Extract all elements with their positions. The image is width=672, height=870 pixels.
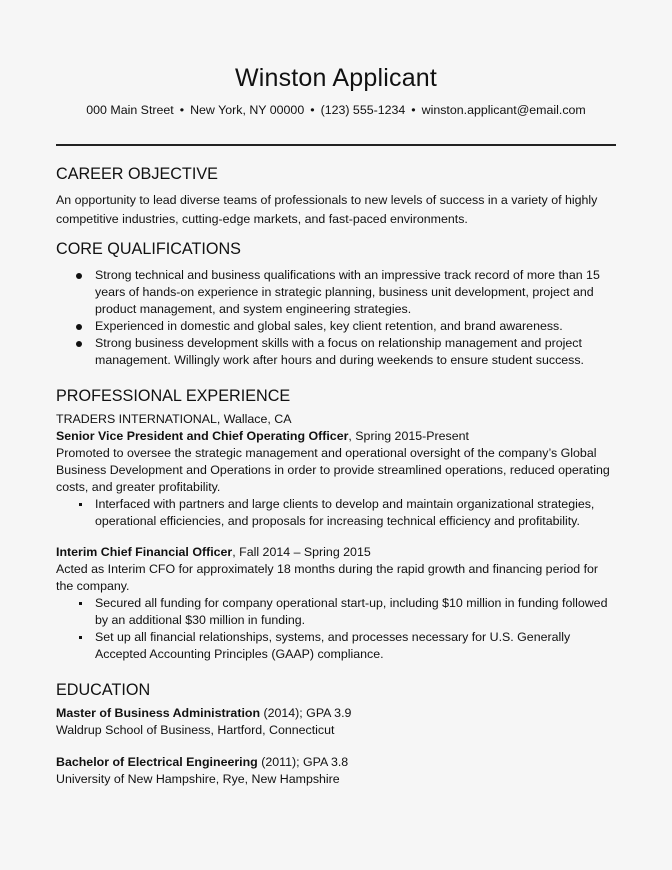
role-dates: , Fall 2014 – Spring 2015 <box>232 545 371 559</box>
degree-details: (2011); GPA 3.8 <box>257 755 349 769</box>
contact-line <box>0 103 672 117</box>
role-entry <box>56 544 618 663</box>
section-heading: CAREER OBJECTIVE <box>56 165 218 183</box>
company-line: TRADERS INTERNATIONAL, Wallace, CA <box>56 412 292 426</box>
contact-street: 000 Main Street <box>86 103 174 117</box>
contact-email: winston.applicant@email.com <box>421 103 586 117</box>
professional-experience-section <box>56 385 618 663</box>
qualifications-list <box>56 267 618 369</box>
role-summary: Acted as Interim CFO for approximately 18 months during the rapid growth and financing period for the company. <box>56 562 599 593</box>
role-title: Senior Vice President and Chief Operating Officer <box>56 429 349 443</box>
role-summary: Promoted to oversee the strategic management and operational oversight of the company’s Global Business Development and Operations in order to provide streamlined operations, reduced operating costs, and greater profitability. <box>56 446 610 494</box>
role-dates: , Spring 2015-Present <box>348 429 469 443</box>
degree-name: Master of Business Administration <box>56 706 261 720</box>
degree-entry <box>56 705 618 739</box>
role-bullets <box>56 496 618 530</box>
header-divider <box>56 144 616 146</box>
list-item: Experienced in domestic and global sales, key client retention, and brand awareness. <box>56 318 618 335</box>
school-line: University of New Hampshire, Rye, New Hampshire <box>56 772 340 786</box>
degree-line <box>56 705 618 722</box>
degree-entry <box>56 754 618 788</box>
list-item: Strong technical and business qualifications with an impressive track record of more than 15 years of hands-on experience in strategic planning, business unit development, project and product management, and system engineering strategies. <box>56 267 618 318</box>
degree-details: (2014); GPA 3.9 <box>260 706 352 720</box>
list-item: Interfaced with partners and large clients to develop and maintain organizational strategies, operational efficiencies, and proposals for increasing technical efficiency and profitability. <box>56 496 618 530</box>
contact-separator: • <box>411 103 416 117</box>
contact-separator: • <box>310 103 315 117</box>
role-bullets <box>56 595 618 663</box>
list-item: Set up all financial relationships, systems, and processes necessary for U.S. Generally Accepted Accounting Principles (GAAP) compliance. <box>56 629 618 663</box>
degree-line <box>56 754 618 771</box>
education-section <box>56 679 618 788</box>
career-objective-section <box>56 163 618 229</box>
section-heading: EDUCATION <box>56 681 151 699</box>
core-qualifications-section <box>56 238 618 369</box>
contact-separator: • <box>179 103 185 117</box>
applicant-name: Winston Applicant <box>234 64 438 92</box>
objective-text: An opportunity to lead diverse teams of professionals to new levels of success in a variety of highly competitive industries, cutting-edge markets, and fast-paced environments. <box>56 193 598 226</box>
list-item: Strong business development skills with a focus on relationship management and project management. Willingly work after hours and during weekends to ensure student success. <box>56 335 618 369</box>
resume-body <box>56 163 618 788</box>
section-heading: CORE QUALIFICATIONS <box>56 240 241 258</box>
role-title-line <box>56 544 618 561</box>
section-heading: PROFESSIONAL EXPERIENCE <box>56 387 291 405</box>
role-title: Interim Chief Financial Officer <box>56 545 233 559</box>
role-title-line <box>56 428 618 445</box>
degree-name: Bachelor of Electrical Engineering <box>56 755 258 769</box>
school-line: Waldrup School of Business, Hartford, Connecticut <box>56 723 335 737</box>
contact-city: New York, NY 00000 <box>190 103 305 117</box>
list-item: Secured all funding for company operational start-up, including $10 million in funding followed by an additional $30 million in funding. <box>56 595 618 629</box>
contact-phone: (123) 555-1234 <box>320 103 406 117</box>
role-entry <box>56 428 618 530</box>
